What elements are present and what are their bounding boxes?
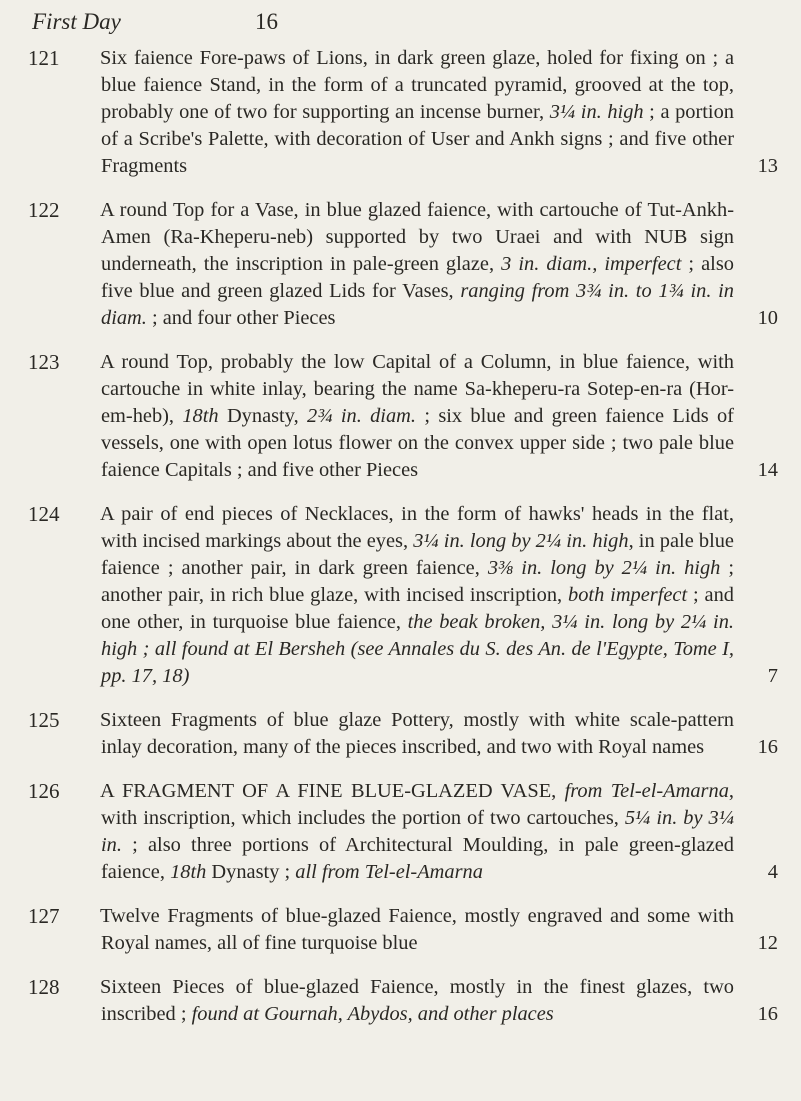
lot-description <box>101 501 778 690</box>
lot-entry <box>28 903 778 957</box>
italic-text: 3⅜ in. long by 2¼ in. high <box>487 557 721 579</box>
lot-entry <box>28 707 778 761</box>
text-run: ; and four other Pieces <box>146 307 336 329</box>
page-number: 16 <box>255 9 278 34</box>
text-run: Sixteen Fragments of blue glaze Pottery, mostly with white scale-pattern inlay decoration, many of the pieces inscribed, and two with Royal names <box>100 709 734 758</box>
text-run: A round Top for a Vase, in blue glazed faience, with cartouche of Tut-Ankh-Amen (Ra-Kheperu-neb) supported by two Uraei and with NUB sign underneath, the inscription in pale-green glaze, <box>100 199 734 275</box>
lot-number: 128 <box>28 975 60 999</box>
text-run: ; a portion of a Scribe's Palette, with decoration of User and Ankh signs ; and five other Fragments <box>101 101 734 177</box>
lot-number: 125 <box>28 708 60 732</box>
italic-text: 2¾ in. diam. <box>307 405 416 427</box>
italic-text: 18th <box>182 405 219 427</box>
lot-number: 122 <box>28 198 60 222</box>
text-run: A round Top, probably the low Capital of a Column, in blue faience, with cartouche in white inlay, bearing the name Sa-kheperu-ra Sotep-en-ra (Hor-em-heb), <box>100 351 734 427</box>
lot-description <box>101 974 778 1028</box>
lot-entry <box>28 778 778 886</box>
text-run: A pair of end pieces of Necklaces, in the form of hawks' heads in the flat, with incised markings about the eyes, <box>100 503 734 552</box>
text-run: A FRAGMENT OF A FINE BLUE-GLAZED VASE, <box>100 780 565 802</box>
lot-piece-count: 12 <box>757 932 778 954</box>
text-run: ; another pair, in rich blue glaze, with incised inscription, <box>101 557 734 606</box>
italic-text: 18th <box>170 861 207 883</box>
text-run: Dynasty ; <box>206 861 296 883</box>
italic-text: all from Tel-el-Amarna <box>295 861 483 883</box>
text-run: Dynasty, <box>218 405 308 427</box>
italic-text: from Tel-el-Amarna <box>564 780 729 802</box>
lot-description <box>101 903 778 957</box>
italic-text: 3¼ in. high <box>549 101 644 123</box>
italic-text: the beak broken, 3¼ in. long by 2¼ in. high ; all found at El Bersheh (see Annales du S. des An. de l'Egypte, Tome I, pp. 17, 18) <box>101 611 734 687</box>
lot-number: 121 <box>28 46 60 70</box>
lot-number: 127 <box>28 904 60 928</box>
lot-piece-count: 4 <box>767 861 778 883</box>
lot-piece-count: 10 <box>757 307 778 329</box>
lot-number: 124 <box>28 502 60 526</box>
lot-description <box>101 707 778 761</box>
lot-number: 123 <box>28 350 60 374</box>
italic-text: 3 in. diam., imperfect <box>501 253 682 275</box>
lot-entry <box>28 974 778 1028</box>
text-run: Sixteen Pieces of blue-glazed Faience, mostly in the finest glazes, two inscribed ; <box>100 976 734 1025</box>
lot-entry <box>28 501 778 690</box>
lot-entry <box>28 45 778 180</box>
lot-piece-count: 16 <box>757 1003 778 1025</box>
lot-description <box>101 45 778 180</box>
italic-text: both imperfect <box>568 584 688 606</box>
lot-list <box>28 45 778 1045</box>
text-run: Twelve Fragments of blue-glazed Faience, mostly engraved and some with Royal names, all of fine turquoise blue <box>100 905 734 954</box>
text-run: , with inscription, which includes the portion of two cartouches, <box>101 780 734 829</box>
lot-description <box>101 197 778 332</box>
day-heading: First Day <box>32 9 121 34</box>
text-run: ; six blue and green faience Lids of vessels, one with open lotus flower on the convex upper side ; two pale blue faience Capitals ; and five other Pieces <box>101 405 734 481</box>
text-run: Six faience Fore-paws of Lions, in dark green glaze, holed for fixing on ; a blue faience Stand, in the form of a truncated pyramid, grooved at the top, probably one of two for supporting an incense burner, <box>100 47 734 123</box>
text-run: , in pale blue faience ; another pair, in dark green faience, <box>101 530 734 579</box>
italic-text: found at Gournah, Abydos, and other places <box>191 1003 554 1025</box>
page-header <box>32 8 278 36</box>
text-run: ; also five blue and green glazed Lids for Vases, <box>101 253 734 302</box>
lot-entry <box>28 197 778 332</box>
lot-piece-count: 14 <box>757 459 778 481</box>
italic-text: 5¼ in. by 3¼ in. <box>101 807 734 856</box>
lot-piece-count: 13 <box>757 155 778 177</box>
italic-text: ranging from 3¾ in. to 1¾ in. in diam. <box>101 280 734 329</box>
lot-piece-count: 16 <box>757 736 778 758</box>
italic-text: 3¼ in. long by 2¼ in. high <box>413 530 629 552</box>
text-run: ; also three portions of Architectural Moulding, in pale green-glazed faience, <box>101 834 734 883</box>
text-run: ; and one other, in turquoise blue faience, <box>101 584 734 633</box>
lot-number: 126 <box>28 779 60 803</box>
lot-description <box>101 778 778 886</box>
lot-piece-count: 7 <box>767 665 778 687</box>
lot-description <box>101 349 778 484</box>
lot-entry <box>28 349 778 484</box>
